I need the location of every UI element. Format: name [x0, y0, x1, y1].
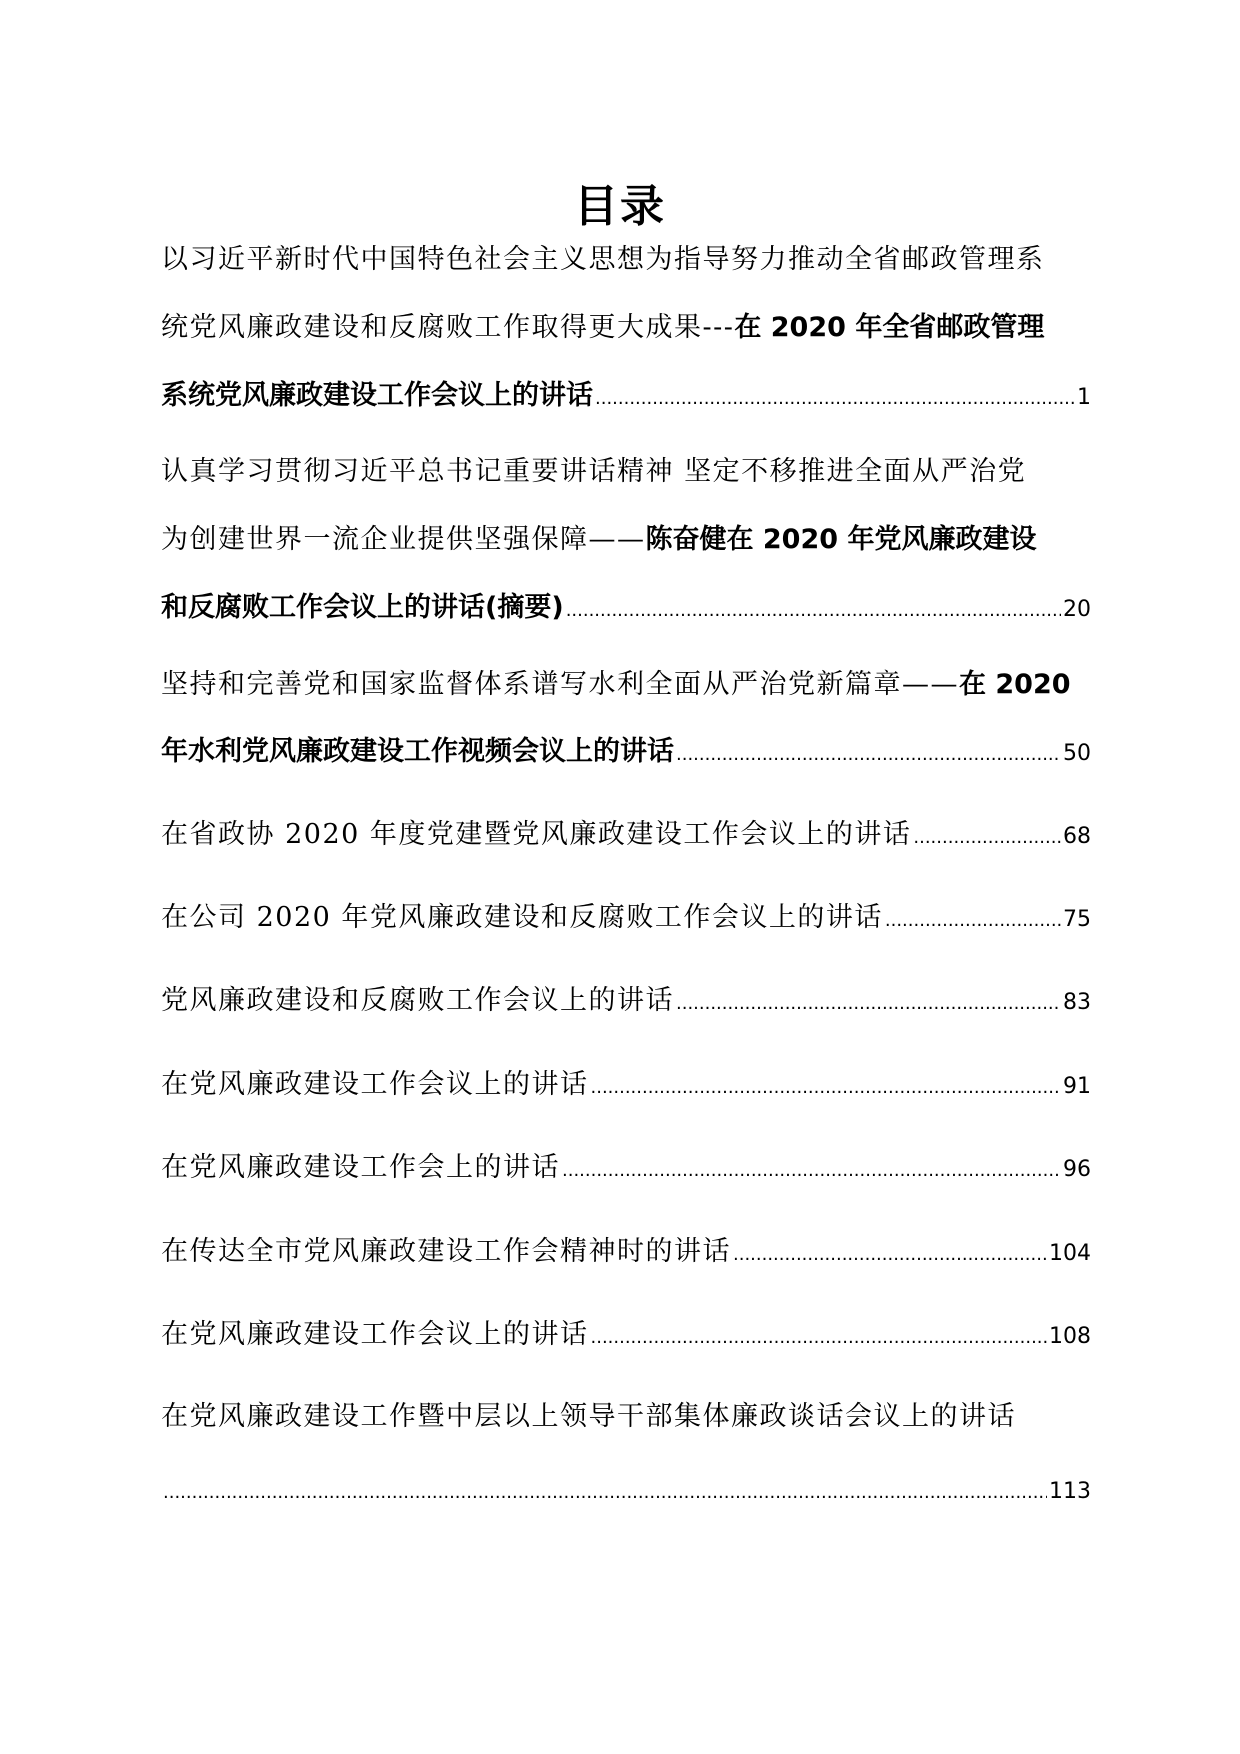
toc-entry-text	[161, 312, 1045, 343]
dot-leader	[591, 1318, 1048, 1355]
toc-entry-text	[161, 244, 1045, 275]
toc-text-part: 在公司 2020 年党风廉政建设和反腐败工作会议上的讲话	[161, 902, 883, 933]
dot-leader	[913, 818, 1061, 855]
toc-text-part: 在省政协 2020 年度党建暨党风廉政建设工作会议上的讲话	[161, 819, 912, 850]
toc-text-part: 以习近平新时代中国特色社会主义思想为指导努力推动全省邮政管理系	[161, 244, 1045, 275]
toc-entry-text	[161, 1401, 1016, 1432]
page-number: 104	[1049, 1241, 1091, 1266]
page-number: 113	[1049, 1479, 1091, 1504]
toc-entry-text	[161, 1232, 731, 1272]
toc-text-part: 年水利党风廉政建设工作视频会议上的讲话	[161, 736, 674, 767]
toc-entry-line	[161, 1315, 1091, 1355]
toc-entry-line	[161, 1397, 1091, 1437]
dot-leader	[591, 1068, 1062, 1105]
toc-text-part: 在党风廉政建设工作会议上的讲话	[161, 1319, 589, 1350]
toc-entry-line	[161, 898, 1091, 938]
toc-entry-line	[161, 1472, 1091, 1512]
page-number: 96	[1063, 1157, 1091, 1182]
toc-entry-line	[161, 1232, 1091, 1272]
toc-text-part: 坚持和完善党和国家监督体系谱写水利全面从严治党新篇章——	[161, 669, 959, 700]
page-number: 1	[1077, 385, 1091, 410]
toc-entry-line	[161, 981, 1091, 1021]
toc-entry-line	[161, 1148, 1091, 1188]
toc-entry-text	[161, 815, 911, 855]
dot-leader	[676, 735, 1061, 772]
toc-text-part: 认真学习贯彻习近平总书记重要讲话精神 坚定不移推进全面从严治党	[161, 456, 1027, 487]
toc-text-part: 陈奋健在 2020 年党风廉政建设	[645, 524, 1037, 555]
toc-entry-line	[161, 665, 1091, 705]
toc-text-part: 在党风廉政建设工作会上的讲话	[161, 1152, 560, 1183]
toc-entry-text	[161, 1065, 589, 1105]
page-number: 20	[1063, 597, 1091, 622]
toc-text-part: 党风廉政建设和反腐败工作会议上的讲话	[161, 985, 674, 1016]
toc-text-part: 在党风廉政建设工作会议上的讲话	[161, 1069, 589, 1100]
toc-entry-text	[161, 376, 593, 416]
dot-leader	[163, 1473, 1047, 1512]
toc-title: 目录	[574, 181, 666, 232]
toc-entry-text	[161, 456, 1027, 487]
toc-entry-line	[161, 732, 1091, 772]
toc-entry-line	[161, 308, 1091, 348]
dot-leader	[676, 984, 1061, 1021]
page-number: 50	[1063, 741, 1091, 766]
dot-leader	[733, 1235, 1047, 1272]
toc-text-part: 在 2020 年全省邮政管理	[734, 312, 1045, 343]
toc-text-part: 在党风廉政建设工作暨中层以上领导干部集体廉政谈话会议上的讲话	[161, 1401, 1016, 1432]
dot-leader	[566, 591, 1061, 628]
toc-entry-text	[161, 981, 674, 1021]
toc-text-part: 在传达全市党风廉政建设工作会精神时的讲话	[161, 1236, 731, 1267]
toc-text-part: 统党风廉政建设和反腐败工作取得更大成果---	[161, 312, 735, 343]
toc-text-part: 为创建世界一流企业提供坚强保障——	[161, 524, 646, 555]
page-number: 108	[1049, 1324, 1091, 1349]
toc-text-part: 系统党风廉政建设工作会议上的讲话	[161, 380, 593, 411]
toc-entry-line	[161, 815, 1091, 855]
toc-entry-line	[161, 240, 1091, 280]
toc-entry-text	[161, 1315, 589, 1355]
toc-entry-text	[161, 898, 883, 938]
page-number: 83	[1063, 990, 1091, 1015]
dot-leader	[885, 901, 1061, 938]
dot-leader	[595, 379, 1075, 416]
page-number: 91	[1063, 1074, 1091, 1099]
toc-entry-line	[161, 1065, 1091, 1105]
toc-entry-text	[161, 669, 1071, 700]
toc-entry-line	[161, 376, 1091, 416]
dot-leader	[562, 1151, 1061, 1188]
toc-entry-text	[161, 732, 674, 772]
toc-entry-text	[161, 524, 1037, 555]
page-number: 68	[1063, 824, 1091, 849]
toc-entry-line	[161, 588, 1091, 628]
toc-entry-text	[161, 1148, 560, 1188]
toc-entry-text	[161, 588, 564, 628]
page-number: 75	[1063, 907, 1091, 932]
toc-entry-line	[161, 452, 1091, 492]
toc-text-part: 和反腐败工作会议上的讲话(摘要)	[161, 592, 564, 623]
toc-text-part: 在 2020	[959, 669, 1071, 700]
toc-entry-line	[161, 520, 1091, 560]
